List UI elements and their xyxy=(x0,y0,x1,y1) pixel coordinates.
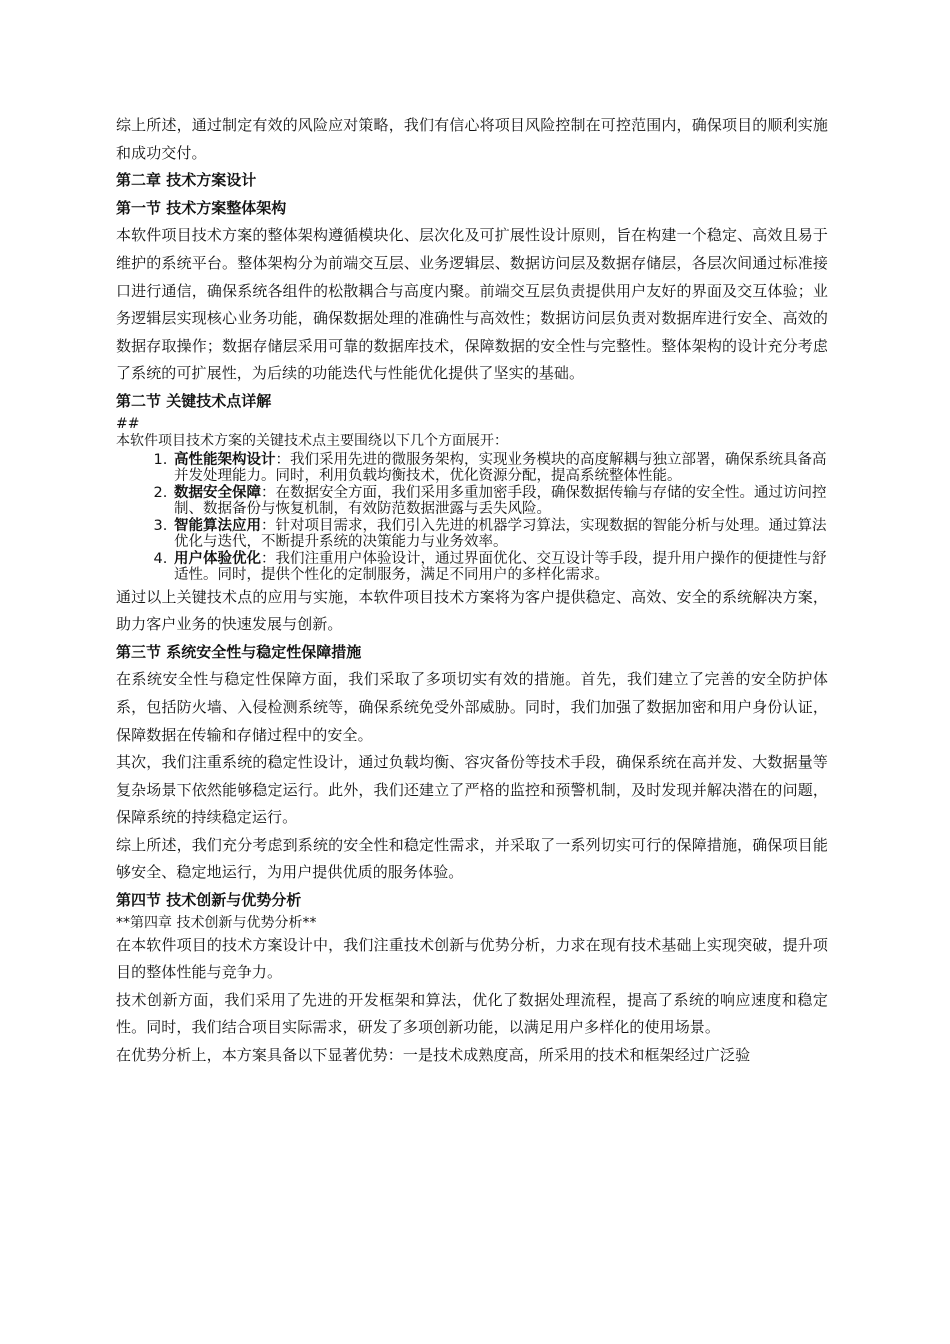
key-tech-list xyxy=(116,452,828,584)
list-item-text: ：在数据安全方面，我们采用多重加密手段，确保数据传输与存储的安全性。通过访问控制、数据备份与恢复机制，有效防范数据泄露与丢失风险。 xyxy=(174,484,827,518)
list-item-text: ：针对项目需求，我们引入先进的机器学习算法，实现数据的智能分析与处理。通过算法优化与迭代，不断提升系统的决策能力与业务效率。 xyxy=(174,517,827,551)
section-1-paragraph: 本软件项目技术方案的整体架构遵循模块化、层次化及可扩展性设计原则，旨在构建一个稳定、高效且易于维护的系统平台。整体架构分为前端交互层、业务逻辑层、数据访问层及数据存储层，各层次间通过标准接口进行通信，确保系统各组件的松散耦合与高度内聚。前端交互层负责提供用户友好的界面及交互体验；业务逻辑层实现核心业务功能，确保数据处理的准确性与高效性；数据访问层负责对数据库进行安全、高效的数据存取操作；数据存储层采用可靠的数据库技术，保障数据的安全性与完整性。整体架构的设计充分考虑了系统的可扩展性，为后续的功能迭代与性能优化提供了坚实的基础。 xyxy=(116,226,828,383)
intro-paragraph: 综上所述，通过制定有效的风险应对策略，我们有信心将项目风险控制在可控范围内，确保项目的顺利实施和成功交付。 xyxy=(116,116,828,162)
list-item xyxy=(172,518,828,551)
section-3-paragraph-2: 其次，我们注重系统的稳定性设计，通过负载均衡、容灾备份等技术手段，确保系统在高并发、大数据量等复杂场景下依然能够稳定运行。此外，我们还建立了严格的监控和预警机制，及时发现并解决潜在的问题，保障系统的持续稳定运行。 xyxy=(116,753,828,827)
list-item-term: 高性能架构设计 xyxy=(174,451,276,468)
section-heading-1: 第一节 技术方案整体架构 xyxy=(116,198,287,217)
section-2-lead: 本软件项目技术方案的关键技术点主要围绕以下几个方面展开： xyxy=(116,432,508,449)
chapter-heading: 第二章 技术方案设计 xyxy=(116,171,257,190)
list-item xyxy=(172,551,828,584)
section-3-paragraph-1: 在系统安全性与稳定性保障方面，我们采取了多项切实有效的措施。首先，我们建立了完善的安全防护体系，包括防火墙、入侵检测系统等，确保系统免受外部威胁。同时，我们加强了数据加密和用户身份认证，保障数据在传输和存储过程中的安全。 xyxy=(116,670,828,744)
section-4-paragraph-2: 技术创新方面，我们采用了先进的开发框架和算法，优化了数据处理流程，提高了系统的响应速度和稳定性。同时，我们结合项目实际需求，研发了多项创新功能，以满足用户多样化的使用场景。 xyxy=(116,990,828,1037)
section-3-paragraph-3: 综上所述，我们充分考虑到系统的安全性和稳定性需求，并采取了一系列切实可行的保障措施，确保项目能够安全、稳定地运行，为用户提供优质的服务体验。 xyxy=(116,835,828,882)
section-4-paragraph-3: 在优势分析上，本方案具备以下显著优势：一是技术成熟度高，所采用的技术和框架经过广泛验 xyxy=(116,1046,751,1065)
section-heading-2: 第二节 关键技术点详解 xyxy=(116,391,272,410)
list-item-text: ：我们注重用户体验设计，通过界面优化、交互设计等手段，提升用户操作的便捷性与舒适性。同时，提供个性化的定制服务，满足不同用户的多样化需求。 xyxy=(174,550,827,584)
section-4-paragraph-1: 在本软件项目的技术方案设计中，我们注重技术创新与优势分析，力求在现有技术基础上实现突破，提升项目的整体性能与竞争力。 xyxy=(116,935,828,982)
list-item-text: ：我们采用先进的微服务架构，实现业务模块的高度解耦与独立部署，确保系统具备高并发处理能力。同时，利用负载均衡技术，优化资源分配，提高系统整体性能。 xyxy=(174,451,827,485)
list-item-term: 数据安全保障 xyxy=(174,484,261,501)
section-heading-4: 第四节 技术创新与优势分析 xyxy=(116,891,302,910)
markdown-marker: **第四章 技术创新与优势分析** xyxy=(116,914,317,931)
document-body xyxy=(116,112,828,1070)
section-2-closing: 通过以上关键技术点的应用与实施，本软件项目技术方案将为客户提供稳定、高效、安全的系统解决方案，助力客户业务的快速发展与创新。 xyxy=(116,587,828,634)
section-heading-3: 第三节 系统安全性与稳定性保障措施 xyxy=(116,642,362,661)
list-item xyxy=(172,485,828,518)
markdown-marker: ## xyxy=(116,415,140,432)
list-item-term: 用户体验优化 xyxy=(174,550,261,567)
list-item xyxy=(172,452,828,485)
list-item-term: 智能算法应用 xyxy=(174,517,261,534)
